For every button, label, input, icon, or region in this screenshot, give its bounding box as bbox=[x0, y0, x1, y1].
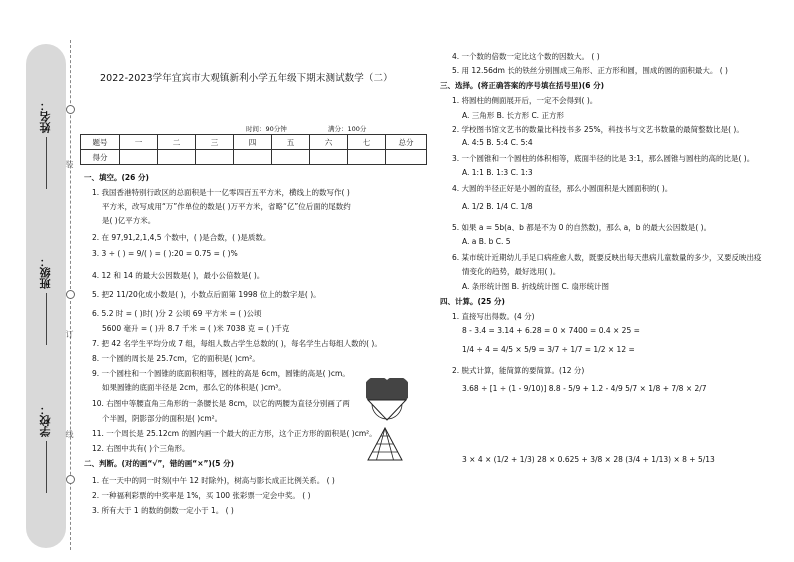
score-table-score-row bbox=[81, 150, 427, 165]
oral-calc-row: 1/4 ÷ 4 = 4/5 × 5/9 = 3/7 ÷ 1/7 = 1/2 × 12 = bbox=[462, 345, 635, 354]
cut-mark: 线 bbox=[65, 430, 74, 438]
question-line: 如果圆锥的底面半径是 2cm，那么它的体积是( )cm³。 bbox=[102, 383, 286, 392]
header-cell: 七 bbox=[348, 135, 386, 150]
question-line: 1. 我国香港特别行政区的总面积是十一亿零四百五平方米，横线上的数写作( ) bbox=[92, 188, 350, 197]
score-cell[interactable] bbox=[386, 150, 427, 165]
score-cell[interactable] bbox=[120, 150, 158, 165]
question-line: 5600 毫升 = ( )升 8.7 千米 = ( )米 7038 克 = ( )千克 bbox=[102, 324, 290, 333]
full-score: 满分：100分 bbox=[328, 125, 367, 133]
section-heading-judgement: 二、判断。(对的画“√”，错的画“×”)(5 分) bbox=[84, 459, 235, 468]
question-line: 1. 将圆柱的侧面展开后，一定不会得到( )。 bbox=[452, 96, 598, 105]
question-line: 5. 把2 11/20化成小数是( )，小数点后面第 1998 位上的数字是( )。 bbox=[92, 290, 321, 299]
question-line: 4. 12 和 14 的最大公因数是( )，最小公倍数是( )。 bbox=[92, 271, 265, 280]
school-blank-line bbox=[46, 441, 47, 493]
score-cell[interactable] bbox=[158, 150, 196, 165]
header-cell: 总分 bbox=[386, 135, 427, 150]
question-line: 4. 一个数的倍数一定比这个数的因数大。 ( ) bbox=[452, 52, 600, 61]
cut-mark: 装 bbox=[65, 160, 74, 168]
score-cell[interactable] bbox=[272, 150, 310, 165]
question-line: 情变化的趋势，最好选用( )。 bbox=[462, 267, 561, 276]
option-line: A. a B. b C. 5 bbox=[462, 237, 511, 246]
section-heading-calculation: 四、计算。(25 分) bbox=[440, 297, 505, 306]
question-line: 个半圆，阴影部分的面积是( )cm²。 bbox=[102, 414, 223, 423]
question-line: 7. 把 42 名学生平均分成 7 组，每组人数占学生总数的( )，每名学生占每组人数的( )。 bbox=[92, 339, 382, 348]
class-blank-line bbox=[46, 293, 47, 345]
expression-row: 3 × 4 × (1/2 + 1/3) 28 × 0.625 + 3/8 × 28 (3/4 + 1/13) × 8 + 5/13 bbox=[462, 455, 715, 464]
header-cell: 四 bbox=[234, 135, 272, 150]
question-line: 6. 某市统计近期幼儿手足口病痊愈人数，既要反映出每天患病儿童数量的多少，又要反映出疫 bbox=[452, 253, 762, 262]
class-label: 班级： bbox=[39, 256, 52, 289]
header-cell: 三 bbox=[196, 135, 234, 150]
option-line: A. 1:1 B. 1:3 C. 1:3 bbox=[462, 168, 533, 177]
question-line: 9. 一个圆柱和一个圆锥的底面积相等，圆柱的高是 6cm，圆锥的高是( )cm。 bbox=[92, 369, 350, 378]
question-line: 2. 在 97,91,2,1,4,5 个数中，( )是合数，( )是质数。 bbox=[92, 233, 271, 242]
school-label: 学校： bbox=[39, 404, 52, 437]
question-line: 5. 如果 a = 5b(a、b 都是不为 0 的自然数)，那么 a，b 的最大公因数是( )。 bbox=[452, 223, 712, 232]
triangle-counting-figure bbox=[366, 426, 404, 462]
section-heading-choice: 三、选择。(将正确答案的序号填在括号里)(6 分) bbox=[440, 81, 605, 90]
question-line: 12. 右图中共有( )个三角形。 bbox=[92, 444, 190, 453]
student-info-sidebar bbox=[26, 44, 66, 548]
question-line: 平方米，改写成用“万”作单位的数是( )万平方米，省略“亿”位后面的尾数约 bbox=[102, 202, 351, 211]
question-line: 5. 用 12.56dm 长的铁丝分别围成三角形、正方形和圆，围成的圆的面积最大。 ( ) bbox=[452, 66, 728, 75]
score-row-label: 得分 bbox=[81, 150, 120, 165]
time-limit: 时间：90分钟 bbox=[246, 125, 287, 133]
exam-title: 2022-2023学年宜宾市大观镇新利小学五年级下期末测试数学（二） bbox=[100, 73, 393, 84]
name-blank-line bbox=[46, 137, 47, 189]
school-field bbox=[34, 404, 58, 493]
name-label: 姓名： bbox=[39, 100, 52, 133]
name-field bbox=[34, 100, 58, 189]
score-cell[interactable] bbox=[234, 150, 272, 165]
question-line: 3. 3 ÷ ( ) = 9/( ) = ( ):20 = 0.75 = ( )% bbox=[92, 249, 238, 258]
question-line: 2. 学校图书馆文艺书的数量比科技书多 25%，科技书与文艺书数量的最简整数比是( )。 bbox=[452, 125, 744, 134]
question-line: 11. 一个周长是 25.12cm 的圆内画一个最大的正方形，这个正方形的面积是( )cm²。 bbox=[92, 429, 377, 438]
question-line: 8. 一个圆的周长是 25.7cm，它的面积是( )cm²。 bbox=[92, 354, 260, 363]
score-cell[interactable] bbox=[196, 150, 234, 165]
oral-calc-row: 8 - 3.4 = 3.14 + 6.28 = 0 × 7400 = 0.4 × 25 = bbox=[462, 326, 640, 335]
cut-mark: 订 bbox=[65, 330, 74, 338]
semicircle-triangle-figure bbox=[366, 378, 408, 422]
question-line: 4. 大圆的半径正好是小圆的直径，那么小圆面积是大圆面积的( )。 bbox=[452, 184, 673, 193]
section-heading-fill-blank: 一、填空。(26 分) bbox=[84, 173, 149, 182]
option-line: A. 1/2 B. 1/4 C. 1/8 bbox=[462, 202, 533, 211]
header-cell: 一 bbox=[120, 135, 158, 150]
header-cell: 五 bbox=[272, 135, 310, 150]
question-line: 6. 5.2 时 = ( )时( )分 2 公顷 69 平方米 = ( )公顷 bbox=[92, 309, 262, 318]
question-line: 1. 在一天中的同一时刻(中午 12 时除外)，树高与影长成正比例关系。 ( ) bbox=[92, 476, 335, 485]
class-field bbox=[34, 256, 58, 345]
binding-hole bbox=[66, 475, 75, 484]
header-cell: 六 bbox=[310, 135, 348, 150]
score-table bbox=[80, 134, 427, 165]
option-line: A. 条形统计图 B. 折线统计图 C. 扇形统计图 bbox=[462, 282, 609, 291]
binding-hole bbox=[66, 105, 75, 114]
question-line: 10. 右图中等腰直角三角形的一条腰长是 8cm，以它的两腰为直径分别画了两 bbox=[92, 399, 350, 408]
option-line: A. 三角形 B. 长方形 C. 正方形 bbox=[462, 111, 564, 120]
option-line: A. 4:5 B. 5:4 C. 5:4 bbox=[462, 138, 533, 147]
question-line: 3. 所有大于 1 的数的倒数一定小于 1。 ( ) bbox=[92, 506, 234, 515]
expression-row: 3.68 ÷ [1 ÷ (1 - 9/10)] 8.8 - 5/9 + 1.2 - 4/9 5/7 × 1/8 + 7/8 × 2/7 bbox=[462, 384, 707, 393]
header-cell: 二 bbox=[158, 135, 196, 150]
question-line: 2. 一种福利彩票的中奖率是 1%，买 100 张彩票一定会中奖。 ( ) bbox=[92, 491, 311, 500]
score-table-header-row bbox=[81, 135, 427, 150]
score-cell[interactable] bbox=[310, 150, 348, 165]
question-line: 1. 直接写出得数。(4 分) bbox=[452, 312, 535, 321]
question-line: 3. 一个圆锥和一个圆柱的体积相等，底面半径的比是 3:1，那么圆锥与圆柱的高的比是( )。 bbox=[452, 154, 755, 163]
binding-hole bbox=[66, 290, 75, 299]
question-line: 是( )亿平方米。 bbox=[102, 216, 156, 225]
score-cell[interactable] bbox=[348, 150, 386, 165]
question-line: 2. 脱式计算，能简算的要简算。(12 分) bbox=[452, 366, 585, 375]
header-cell: 题号 bbox=[81, 135, 120, 150]
